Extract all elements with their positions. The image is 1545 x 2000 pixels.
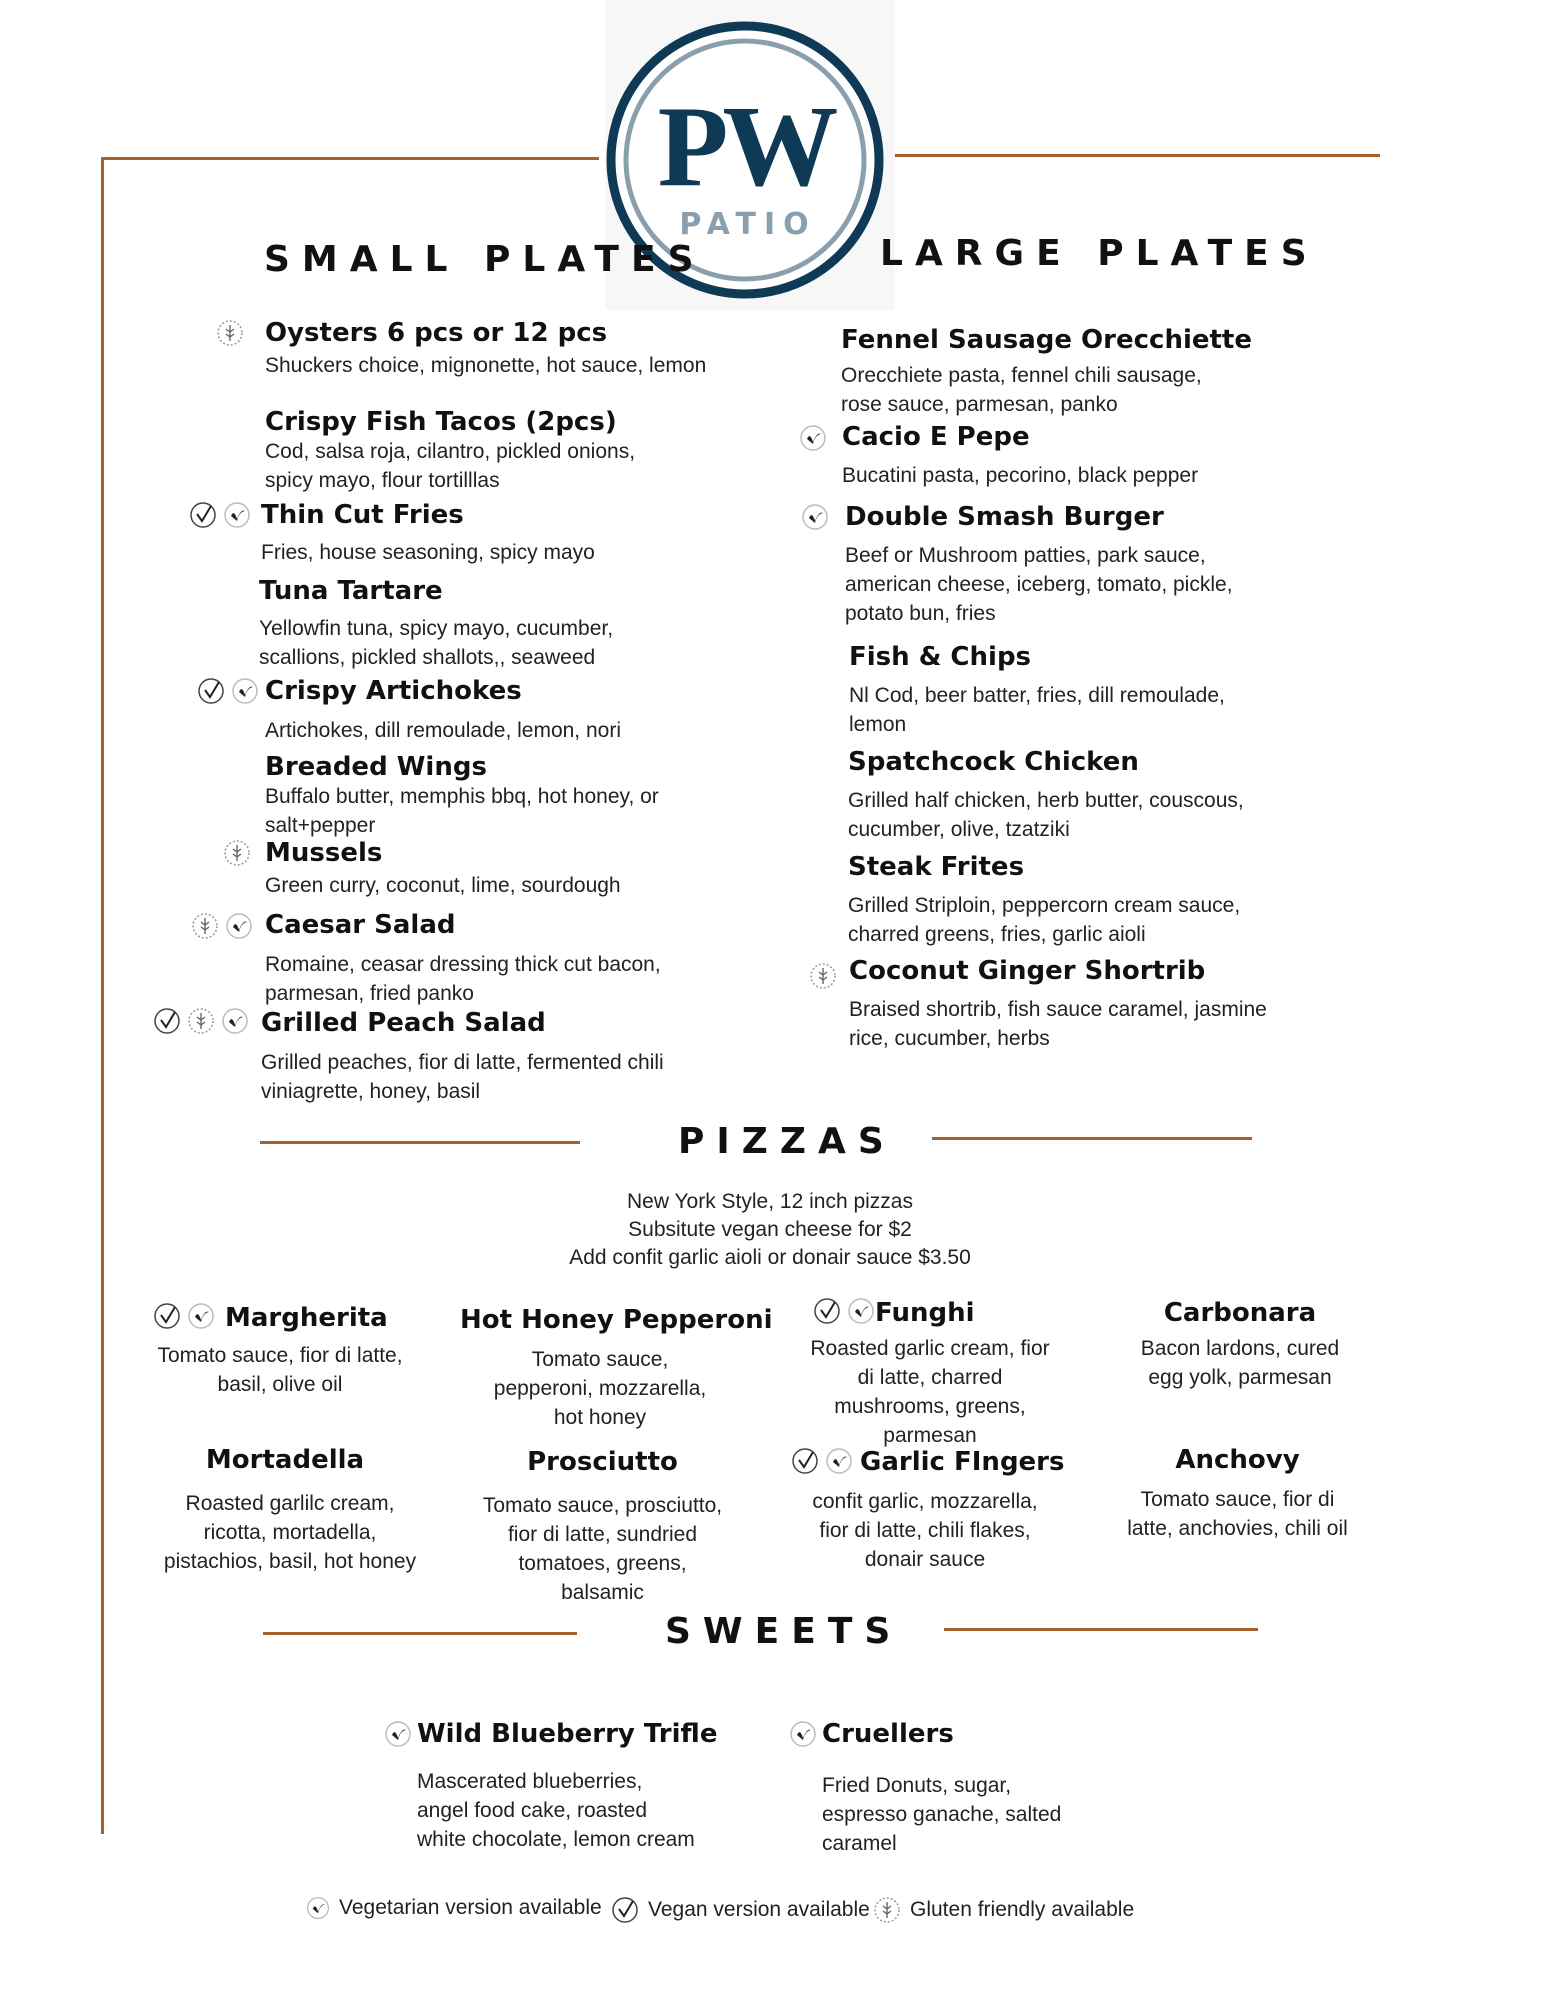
item-name: Grilled Peach Salad	[261, 1008, 546, 1038]
item-description: Buffalo butter, memphis bbq, hot honey, or salt+pepper	[265, 785, 659, 837]
item-name: Hot Honey Pepperoni	[460, 1305, 773, 1335]
item-name: Spatchcock Chicken	[848, 747, 1139, 777]
item-description: Roasted garlic cream, fior di latte, charred mushrooms, greens, parmesan	[810, 1337, 1050, 1447]
pizza-note-line: Add confit garlic aioli or donair sauce $3.50	[569, 1246, 971, 1269]
vegan-icon	[610, 1895, 640, 1925]
vegetarian-icon	[800, 502, 830, 532]
item-description: Cod, salsa roja, cilantro, pickled onions, spicy mayo, flour tortilllas	[265, 440, 636, 492]
pizzas-rule-left	[260, 1141, 580, 1144]
item-description: Grilled peaches, fior di latte, fermented chili viniagrette, honey, basil	[261, 1051, 664, 1103]
pizzas-rule-right	[932, 1137, 1252, 1140]
item-name: Cruellers	[822, 1719, 954, 1749]
item-description: Fried Donuts, sugar, espresso ganache, salted caramel	[822, 1774, 1062, 1855]
vegetarian-icon	[788, 1719, 818, 1749]
large-plate-item	[849, 642, 1229, 739]
pizza-item	[1110, 1298, 1370, 1392]
vegan-icon	[188, 500, 218, 530]
item-name: Funghi	[875, 1298, 975, 1328]
small-plate-item	[265, 838, 685, 900]
item-name: Cacio E Pepe	[842, 422, 1030, 452]
gluten-friendly-icon	[872, 1895, 902, 1925]
pizza-item	[465, 1447, 740, 1607]
item-description: Orecchiete pasta, fennel chili sausage, rose sauce, parmesan, panko	[841, 364, 1202, 416]
item-name: Carbonara	[1163, 1298, 1317, 1328]
legend-gluten	[872, 1895, 1134, 1925]
burger-icons	[800, 502, 830, 532]
vegetarian-icon	[230, 676, 260, 706]
vegetarian-icon	[220, 1006, 250, 1036]
vegan-icon	[152, 1006, 182, 1036]
pizza-item	[790, 1447, 1065, 1574]
gluten-friendly-icon	[186, 1006, 216, 1036]
small-plate-item	[261, 1008, 681, 1106]
pizza-item	[460, 1305, 773, 1432]
small-plate-item	[261, 500, 681, 567]
vegetarian-icon	[305, 1895, 331, 1921]
top-border-right	[893, 154, 1380, 157]
large-plate-item	[848, 852, 1248, 949]
large-plate-item	[848, 747, 1248, 844]
item-name: Wild Blueberry Trifle	[417, 1719, 718, 1749]
legend-vegan	[610, 1895, 870, 1925]
item-description: Grilled half chicken, herb butter, couscous, cucumber, olive, tzatziki	[848, 789, 1244, 841]
sweets-rule-right	[944, 1628, 1258, 1631]
small-plates-heading: SMALL PLATES	[264, 239, 706, 280]
item-name: Caesar Salad	[265, 910, 456, 940]
left-border-vertical	[101, 157, 104, 1834]
sweets-heading: SWEETS	[665, 1611, 903, 1652]
cruellers-icons	[788, 1719, 818, 1749]
pizza-item	[795, 1298, 1065, 1450]
legend-label: Vegetarian version available	[339, 1896, 602, 1919]
item-name: Anchovy	[1175, 1445, 1300, 1475]
sweet-item	[417, 1719, 717, 1854]
artichokes-icons	[196, 676, 260, 706]
item-description: Roasted garlilc cream, ricotta, mortadella, pistachios, basil, hot honey	[163, 1492, 417, 1573]
pizza-item	[1105, 1445, 1370, 1543]
caesar-icons	[190, 911, 254, 941]
small-plate-item	[265, 676, 685, 745]
item-description: Mascerated blueberries, angel food cake, roasted white chocolate, lemon cream	[417, 1770, 695, 1851]
item-name: Thin Cut Fries	[261, 500, 464, 530]
item-description: Bucatini pasta, pecorino, black pepper	[842, 464, 1199, 487]
item-description: Romaine, ceasar dressing thick cut bacon, parmesan, fried panko	[265, 953, 661, 1005]
pizza-note-line: New York Style, 12 inch pizzas	[627, 1190, 913, 1213]
item-name: Mussels	[265, 838, 383, 868]
item-description: Green curry, coconut, lime, sourdough	[265, 874, 621, 897]
item-name: Double Smash Burger	[845, 502, 1164, 532]
item-description: Fries, house seasoning, spicy mayo	[261, 541, 595, 564]
sweets-rule-left	[263, 1632, 577, 1635]
pizzas-heading: PIZZAS	[678, 1121, 896, 1162]
large-plate-item	[845, 502, 1245, 628]
gluten-friendly-icon	[215, 318, 245, 348]
item-description: Grilled Striploin, peppercorn cream sauce, charred greens, fries, garlic aioli	[848, 894, 1241, 946]
item-description: Yellowfin tuna, spicy mayo, cucumber, scallions, pickled shallots,, seaweed	[259, 617, 614, 669]
small-plate-item	[265, 910, 685, 1008]
large-plate-item	[849, 956, 1269, 1053]
item-description: Tomato sauce, prosciutto, fior di latte, sundried tomatoes, greens, balsamic	[482, 1494, 723, 1604]
sweet-item	[822, 1719, 1102, 1858]
legend-vegetarian	[305, 1895, 602, 1921]
trifle-icons	[383, 1719, 413, 1749]
shortrib-icons	[808, 961, 838, 991]
item-description: Braised shortrib, fish sauce caramel, jasmine rice, cucumber, herbs	[849, 998, 1267, 1050]
item-description: Tomato sauce, pepperoni, mozzarella, hot honey	[493, 1348, 707, 1429]
item-description: Tomato sauce, fior di latte, basil, olive oil	[157, 1344, 403, 1396]
vegetarian-icon	[798, 423, 828, 453]
item-name: Mortadella	[205, 1445, 365, 1475]
small-plate-item	[265, 318, 715, 380]
large-plate-item	[841, 325, 1252, 419]
pizza-notes	[520, 1188, 1020, 1272]
item-name: Steak Frites	[848, 852, 1025, 882]
small-plate-item	[265, 407, 685, 495]
peach-salad-icons	[152, 1006, 250, 1036]
item-description: Beef or Mushroom patties, park sauce, american cheese, iceberg, tomato, pickle, potato bun, fries	[845, 544, 1233, 625]
item-name: Coconut Ginger Shortrib	[849, 956, 1206, 986]
legend-label: Vegan version available	[648, 1898, 870, 1921]
gluten-friendly-icon	[190, 911, 220, 941]
pizza-item	[150, 1303, 410, 1399]
item-description: Tomato sauce, fior di latte, anchovies, chili oil	[1127, 1488, 1348, 1540]
item-description: Nl Cod, beer batter, fries, dill remoulade, lemon	[849, 684, 1225, 736]
logo-word: PATIO	[679, 207, 817, 242]
item-name: Garlic FIngers	[860, 1447, 1065, 1477]
item-name: Fish & Chips	[849, 642, 1032, 672]
item-description: confit garlic, mozzarella, fior di latte, chili flakes, donair sauce	[812, 1490, 1038, 1571]
top-border-left	[101, 157, 599, 160]
vegetarian-icon	[224, 911, 254, 941]
item-description: Shuckers choice, mignonette, hot sauce, lemon	[265, 354, 707, 377]
item-description: Bacon lardons, cured egg yolk, parmesan	[1140, 1337, 1340, 1389]
item-name: Crispy Fish Tacos (2pcs)	[265, 407, 617, 437]
fries-icons	[188, 500, 252, 530]
pizza-note-line: Subsitute vegan cheese for $2	[628, 1218, 912, 1241]
legend-label: Gluten friendly available	[910, 1898, 1135, 1921]
vegan-icon	[196, 676, 226, 706]
oysters-icons	[215, 318, 245, 348]
vegetarian-icon	[383, 1719, 413, 1749]
small-plate-item	[259, 576, 679, 672]
gluten-friendly-icon	[808, 961, 838, 991]
pizza-item	[150, 1445, 430, 1576]
mussels-icons	[222, 838, 252, 868]
item-name: Oysters 6 pcs or 12 pcs	[265, 318, 608, 348]
item-name: Crispy Artichokes	[265, 676, 522, 706]
large-plate-item	[842, 422, 1242, 490]
small-plate-item	[265, 752, 685, 840]
gluten-friendly-icon	[222, 838, 252, 868]
item-name: Prosciutto	[527, 1447, 678, 1477]
item-name: Fennel Sausage Orecchiette	[841, 325, 1252, 355]
item-name: Margherita	[225, 1303, 388, 1333]
large-plates-heading: LARGE PLATES	[880, 233, 1319, 274]
cacio-icons	[798, 423, 828, 453]
item-description: Artichokes, dill remoulade, lemon, nori	[265, 719, 621, 742]
item-name: Tuna Tartare	[259, 576, 443, 606]
item-name: Breaded Wings	[265, 752, 487, 782]
vegetarian-icon	[222, 500, 252, 530]
logo-initials: PW	[657, 83, 833, 211]
